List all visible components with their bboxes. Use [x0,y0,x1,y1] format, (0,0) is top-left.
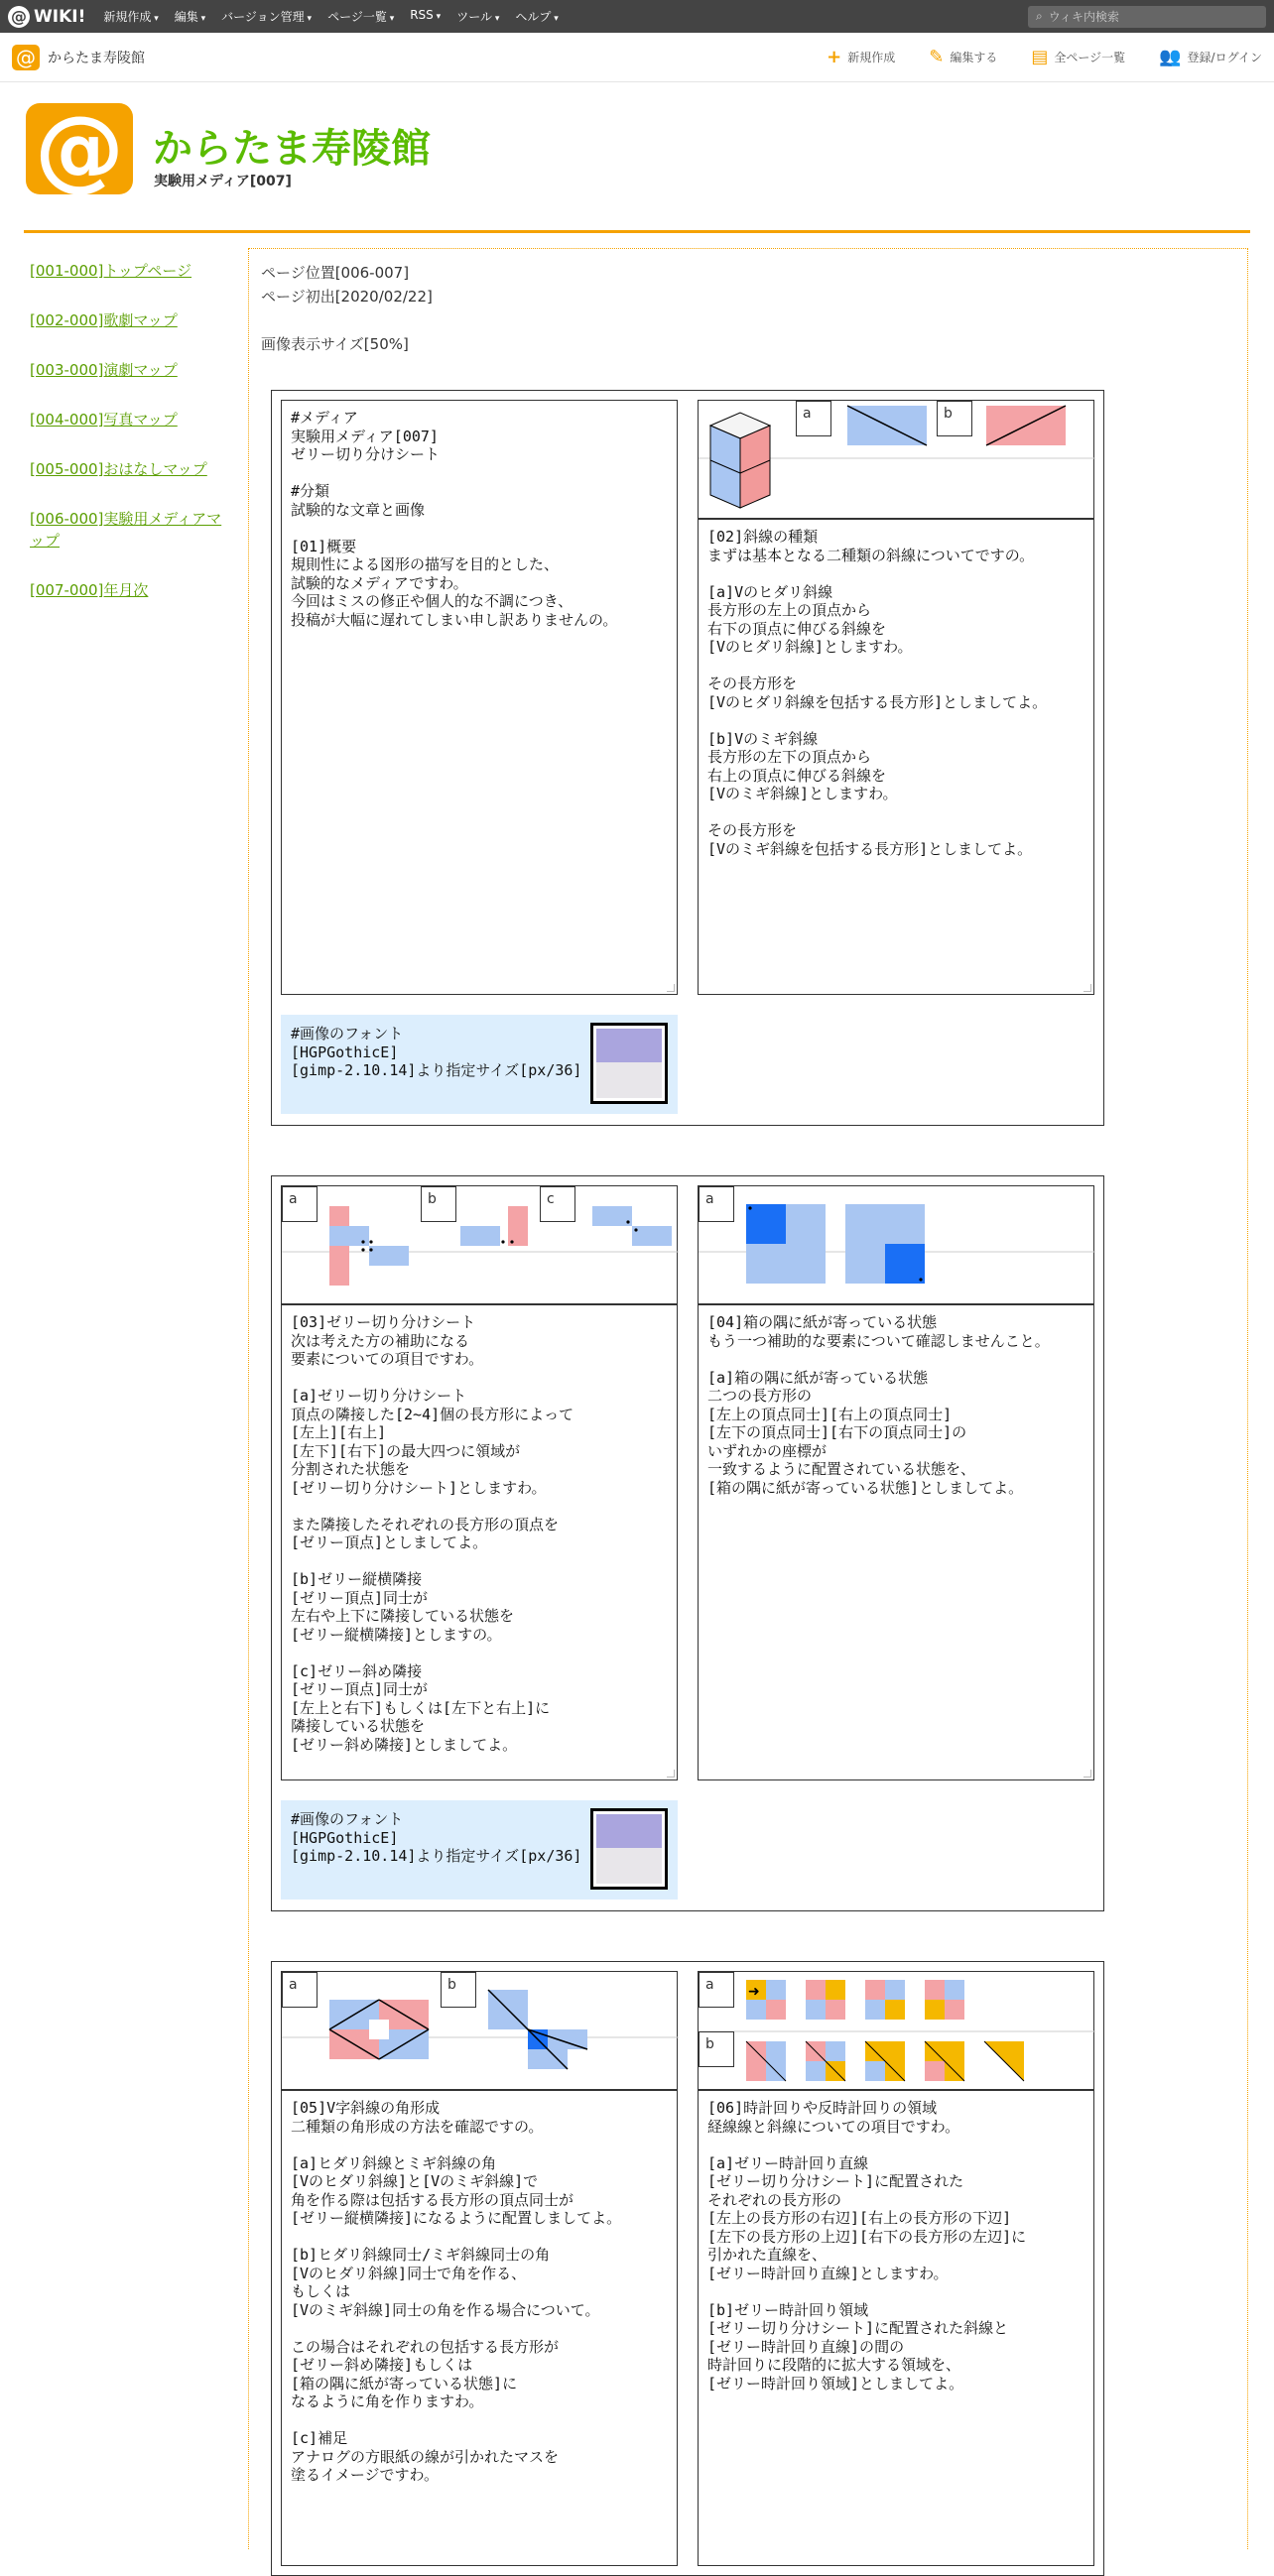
header-divider [24,230,1250,233]
v-corner-diagram [282,1972,679,2091]
main-content [248,248,1248,2549]
menu-tools[interactable]: ツール ▾ [456,8,499,25]
font-info-box [281,1015,678,1114]
svg-text:➜: ➜ [748,1984,760,2000]
label-c: c [540,1186,575,1222]
new-page-button[interactable]: + 新規作成 [827,47,896,67]
label-a: a [282,1972,318,2008]
site-logo-icon: @ [12,45,40,70]
wiki-logo[interactable]: @ WIKI! [8,6,85,28]
diagonal-diagram [699,401,1095,520]
card-box-corner [698,1185,1094,1780]
figure-diagonals [699,401,1093,520]
clockwise-diagram [699,1972,1095,2091]
menu-edit[interactable]: 編集 ▾ [175,8,205,25]
page-first-published: ページ初出[2020/02/22] [261,288,433,306]
card-text: [03]ゼリー切り分けシート 次は考えた方の補助になる 要素についての項目ですわ。 [a]ゼリー切り分けシート 頂点の隣接した[2~4]個の長方形によって [左上][右上] [左下][右下]の最大四つに領域が 分割された状態を [ゼリー切り分けシート]としますわ。 また隣接したそれぞれの長方形の頂点を [ゼリー頂点]としましてよ。 [b]ゼリー縦横隣接 [ゼリー頂点]同士が 左右や上下に隣接している状態を [ゼリー縦横隣接]としますの。 [c]ゼリー斜め隣接 [ゼリー頂点]同士が [左上と右下]もしくは[左下と右上]に 隣接している状態を [ゼリー斜め隣接]としましてよ。 [291,1313,574,1754]
card-text: [02]斜線の種類 まずは基本となる二種類の斜線についてですの。 [a]Vのヒダリ斜線 長方形の左上の頂点から 右下の頂点に伸びる斜線を [Vのヒダリ斜線]としますわ。 その長方形を [Vのヒダリ斜線を包括する長方形]としましてよ。 [b]Vのミギ斜線 長方形の左下の頂点から 右上の頂点に伸びる斜線を [Vのミギ斜線]としますわ。 その長方形を [Vのミギ斜線を包括する長方形]としましてよ。 [707,528,1048,858]
page-meta [261,261,1235,356]
sidebar-item-opera-map[interactable]: [002-000]歌劇マップ [30,311,178,329]
font-info-text: #画像のフォント [HGPGothicE] [gimp-2.10.14]より指定サイズ[px/36] [291,1025,582,1079]
all-pages-button[interactable]: ▤ 全ページ一覧 [1031,47,1126,67]
jelly-sheet-diagram [282,1186,679,1305]
page-actions [827,47,1262,67]
card-text: [04]箱の隅に紙が寄っている状態 もう一つ補助的な要素について確認しませんこと。 [a]箱の隅に紙が寄っている状態 二つの長方形の [左上の頂点同士][右上の頂点同士] [左下の頂点同士][右下の頂点同士]の いずれかの座標が 一致するように配置されている状態を、 [箱の隅に紙が寄っている状態]としましてよ。 [707,1313,1050,1497]
edit-button[interactable]: ✎ 編集する [929,47,998,67]
resize-handle[interactable] [1083,984,1091,992]
resize-handle[interactable] [667,984,675,992]
card-text: [06]時計回りや反時計回りの領域 経線線と斜線についての項目ですわ。 [a]ゼリー時計回り直線 [ゼリー切り分けシート]に配置された それぞれの長方形の [左上の長方形の右辺][右上の長方形の下辺] [左下の長方形の上辺][右下の長方形の左辺]に 引かれた直線を、 [ゼリー時計回り直線]としますわ。 [b]ゼリー時計回り領域 [ゼリー切り分けシート]に配置された斜線と [ゼリー時計回り直線]の間の 時計回りに段階的に拡大する領域を、 [ゼリー時計回り領域]としましてよ。 [707,2099,1027,2392]
card-overview [281,400,678,995]
sidebar-item-story-map[interactable]: [005-000]おはなしマップ [30,460,207,478]
card-diagonal-types [698,400,1094,995]
label-a: a [699,1972,734,2008]
menu-version[interactable]: バージョン管理 ▾ [221,8,312,25]
font-color-swatch [590,1808,668,1890]
figure-v-corner [282,1972,677,2091]
site-logo[interactable]: @ [26,103,133,194]
site-bar [0,33,1274,82]
media-section-1 [271,390,1104,1126]
card-jelly-sheet [281,1185,678,1780]
sidebar-item-top[interactable]: [001-000]トップページ [30,262,192,280]
label-b: b [699,2031,734,2067]
resize-handle[interactable] [667,1770,675,1778]
login-button[interactable]: 👥 登録/ログイン [1159,47,1262,67]
label-a: a [282,1186,318,1222]
sidebar-item-drama-map[interactable]: [003-000]演劇マップ [30,361,178,379]
box-corner-diagram [699,1186,1095,1305]
label-b: b [937,401,972,436]
font-color-swatch [590,1023,668,1104]
sidebar-item-yearmonth[interactable]: [007-000]年月次 [30,581,149,599]
figure-clockwise [699,1972,1093,2091]
page-title: 実験用メディア[007] [154,174,292,189]
sidebar-item-photo-map[interactable]: [004-000]写真マップ [30,411,178,429]
sidebar-item-media-map[interactable]: [006-000]実験用メディアマップ [30,510,222,550]
pencil-icon: ✎ [929,47,945,67]
site-title[interactable]: からたま寿陵館 [153,126,431,172]
document-icon: ▤ [1031,47,1049,67]
main-menu [103,8,558,25]
image-display-size: 画像表示サイズ[50%] [261,335,409,353]
card-clockwise-region [698,1971,1094,2566]
menu-create[interactable]: 新規作成 ▾ [103,8,158,25]
card-v-corner [281,1971,678,2566]
at-logo-icon: @ [8,6,30,28]
figure-box-corner [699,1186,1093,1305]
menu-pages[interactable]: ページ一覧 ▾ [327,8,394,25]
search-input[interactable]: ⌕ ウィキ内検索 [1028,6,1266,28]
menu-help[interactable]: ヘルプ ▾ [515,8,558,25]
plus-icon: + [827,47,842,67]
label-a: a [796,401,831,436]
label-b: b [421,1186,456,1222]
font-info-box [281,1800,678,1900]
user-add-icon: 👥 [1159,47,1182,67]
search-icon: ⌕ [1036,9,1043,23]
site-link[interactable]: @ からたま寿陵館 [12,45,145,70]
figure-jelly-sheet [282,1186,677,1305]
card-text: #メディア 実験用メディア[007] ゼリー切り分けシート #分類 試験的な文章と画像 [01]概要 規則性による図形の描写を目的とした、 試験的なメディアですわ。 今回はミスの修正や個人的な不調につき、 投稿が大幅に遅れてしまい申し訳ありませんの。 [291,409,618,629]
label-a: a [699,1186,734,1222]
media-section-2 [271,1175,1104,1911]
menu-rss[interactable]: RSS ▾ [410,8,441,25]
label-b: b [441,1972,476,2008]
resize-handle[interactable] [1083,1770,1091,1778]
card-text: [05]V字斜線の角形成 二種類の角形成の方法を確認ですの。 [a]ヒダリ斜線とミギ斜線の角 [Vのヒダリ斜線]と[Vのミギ斜線]で 角を作る際は包括する長方形の頂点同士が [ゼリー縦横隣接]になるように配置しましてよ。 [b]ヒダリ斜線同士/ミギ斜線同士の角 [Vのヒダリ斜線]同士で角を作る、 もしくは [Vのミギ斜線]同士の角を作る場合について。 この場合はそれぞれの包括する長方形が [ゼリー斜め隣接]もしくは [箱の隅に紙が寄っている状態]に なるように角を作りますわ。 [c]補足 アナログの方眼紙の線が引かれたマスを 塗るイメージですわ。 [291,2099,622,2484]
font-info-text: #画像のフォント [HGPGothicE] [gimp-2.10.14]より指定サイズ[px/36] [291,1810,582,1865]
top-navigation-bar [0,0,1274,33]
page-position: ページ位置[006-007] [261,264,410,282]
media-section-3 [271,1961,1104,2576]
sidebar-menu [30,260,228,629]
